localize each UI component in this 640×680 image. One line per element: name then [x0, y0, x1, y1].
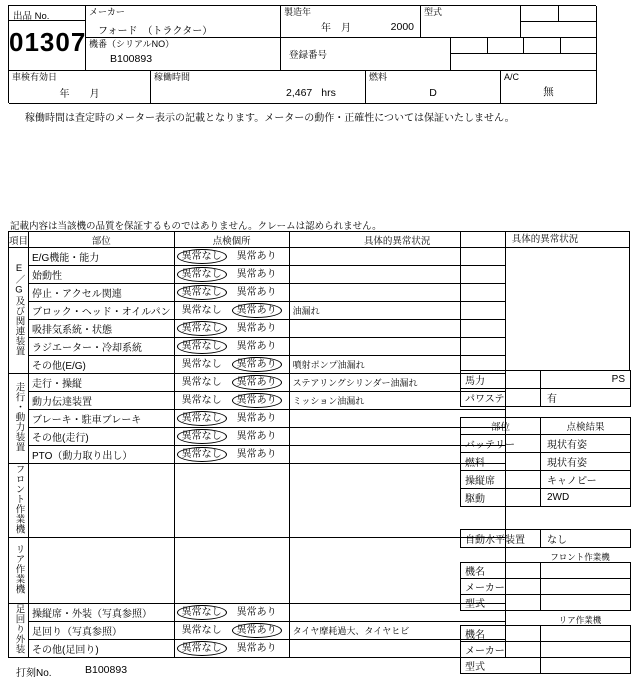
checkpoint-cell [174, 338, 289, 356]
inspection-row [9, 266, 506, 284]
auto-level-value: なし [541, 530, 631, 548]
auto-level-label: 自動水平装置 [461, 530, 541, 548]
inspection-row [9, 356, 506, 374]
part-name: その他(E/G) [29, 356, 175, 374]
part-name: 吸排気系統・状態 [29, 320, 175, 338]
result-no-abnormality-circled: 異常なし [177, 339, 227, 354]
front-maker-value [541, 579, 631, 595]
code-box [559, 6, 597, 22]
registration-no-cell [281, 38, 451, 71]
battery-row [461, 435, 631, 453]
rear-model-value [541, 658, 631, 674]
rear-machine-name-label: 機名 [461, 626, 541, 642]
rear-model-label: 型式 [461, 658, 541, 674]
exhibit-no-value: 01307 [9, 27, 87, 57]
checkpoint-cell [174, 446, 289, 464]
result-abnormality: 異常あり [236, 449, 277, 460]
part-name: ブロック・ヘッド・オイルパン [29, 302, 175, 320]
abnormality-detail: ミッション油漏れ [289, 392, 505, 410]
rear-model-row [461, 658, 631, 674]
result-abnormality-circled: 異常あり [232, 357, 282, 372]
column-header-abnormality-detail: 具体的異常状況 [289, 232, 505, 248]
abnormality-detail: タイヤ摩耗過大、タイヤヒビ [289, 622, 505, 640]
exhibit-no-cell [9, 6, 86, 71]
result-abnormality-circled: 異常あり [232, 375, 282, 390]
result-no-abnormality-circled: 異常なし [177, 447, 227, 462]
checkpoint-cell [174, 356, 289, 374]
result-column-header: 点検結果 [541, 418, 631, 435]
stamp-no-value: B100893 [85, 664, 128, 676]
operator-seat-row [461, 471, 631, 489]
result-no-abnormality-circled: 異常なし [177, 321, 227, 336]
hours-number: 2,467 [286, 87, 313, 99]
right-panel [460, 231, 630, 674]
part-name: PTO（動力取り出し） [29, 446, 175, 464]
inspection-row [9, 622, 506, 640]
section-label-cell [9, 538, 29, 604]
operating-hours-label: 稼働時間 [154, 72, 191, 82]
maker-value: フォード （トラクター） [98, 25, 213, 37]
drive-label: 駆動 [461, 489, 541, 507]
inspection-table-body [9, 248, 506, 658]
model-cell [421, 6, 521, 38]
inspection-empty-section-row [9, 538, 506, 604]
front-machine-name-value [541, 563, 631, 579]
code-box [521, 6, 559, 22]
serial-no-label: 機番（シリアルNO） [89, 39, 175, 49]
code-box [524, 38, 561, 54]
inspection-valid-date-label: 車検有効日 [12, 72, 58, 82]
power-steering-label: パワステ [461, 389, 541, 407]
part-name: 始動性 [29, 266, 175, 284]
manufacture-year-value: 2000 [390, 21, 414, 33]
checkpoint-cell [174, 622, 289, 640]
maker-label: メーカー [89, 7, 125, 17]
result-no-abnormality: 異常なし [181, 625, 222, 636]
part-name: ラジエーター・冷却系統 [29, 338, 175, 356]
result-abnormality-circled: 異常あり [232, 303, 282, 318]
code-box [451, 54, 597, 71]
part-name: 停止・アクセル関連 [29, 284, 175, 302]
section-label: フロント作業機 [13, 464, 25, 534]
front-machine-name-label: 機名 [461, 563, 541, 579]
section-label: 足回り外装 [13, 604, 25, 654]
horsepower-label: 馬力 [461, 371, 541, 389]
result-no-abnormality-circled: 異常なし [177, 411, 227, 426]
part-name: 走行・操縦 [29, 374, 175, 392]
stamp-no-label: 打刻No. [16, 668, 52, 679]
front-attachment-title: フロント作業機 [550, 552, 610, 562]
result-no-abnormality: 異常なし [181, 377, 222, 388]
result-no-abnormality-circled: 異常なし [177, 429, 227, 444]
rear-maker-label: メーカー [461, 642, 541, 658]
abnormality-detail: 油漏れ [289, 302, 505, 320]
drive-result: 2WD [541, 489, 631, 507]
inspection-row [9, 604, 506, 622]
section-label-cell [9, 374, 29, 464]
column-header-item: 項目 [9, 232, 29, 248]
inspection-row [9, 640, 506, 658]
parts-result-header-row [461, 418, 631, 435]
registration-no-label: 登録番号 [289, 50, 328, 61]
inspection-row [9, 284, 506, 302]
section-label: E／G及び関連装置 [13, 262, 25, 356]
front-machine-name-row [461, 563, 631, 579]
result-abnormality: 異常あり [236, 323, 277, 334]
auto-level-table [460, 529, 631, 548]
result-no-abnormality-circled: 異常なし [177, 285, 227, 300]
inspection-row [9, 428, 506, 446]
inspection-header-row [9, 232, 506, 248]
fuel-value: D [429, 87, 437, 99]
part-name: 操縦席・外装（写真参照） [29, 604, 175, 622]
result-abnormality: 異常あり [236, 269, 277, 280]
serial-no-value: B100893 [110, 52, 153, 65]
checkpoint-cell [174, 374, 289, 392]
operator-seat-result: キャノピー [541, 471, 631, 489]
result-abnormality-circled: 異常あり [232, 393, 282, 408]
checkpoint-cell [174, 392, 289, 410]
checkpoint-cell [174, 604, 289, 622]
result-no-abnormality-circled: 異常なし [177, 641, 227, 656]
column-header-checkpoint: 点検個所 [174, 232, 289, 248]
checkpoint-cell [174, 320, 289, 338]
result-no-abnormality-circled: 異常なし [177, 605, 227, 620]
part-name: 足回り（写真参照） [29, 622, 175, 640]
section-label: 走行・動力装置 [13, 382, 25, 452]
model-label: 型式 [424, 7, 443, 17]
checkpoint-cell [174, 302, 289, 320]
checkpoint-cell [174, 410, 289, 428]
inspection-row [9, 374, 506, 392]
quality-disclaimer-note: 記載内容は当該機の品質を保証するものではありません。クレームは認められません。 [10, 221, 382, 232]
code-box [561, 38, 597, 54]
horsepower-row [461, 371, 631, 389]
front-model-row [461, 595, 631, 611]
inspection-valid-date-cell [9, 71, 151, 104]
result-abnormality: 異常あり [236, 341, 277, 352]
section-label-cell [9, 604, 29, 658]
part-name: E/G機能・能力 [29, 248, 175, 266]
rear-attachment-table [460, 625, 631, 674]
operating-hours-cell [151, 71, 366, 104]
abnormality-detail: ステアリングシリンダー油漏れ [289, 374, 505, 392]
parts-result-table [460, 417, 631, 507]
rear-machine-name-row [461, 626, 631, 642]
fuel-row [461, 453, 631, 471]
fuel-cell [366, 71, 501, 104]
maker-cell [86, 6, 281, 38]
result-abnormality: 異常あり [236, 413, 277, 424]
operating-hours-value [286, 87, 336, 99]
manufacture-year-label: 製造年 [284, 7, 312, 17]
manufacture-year-month-placeholder: 年 月 [321, 23, 351, 34]
inspection-row [9, 338, 506, 356]
result-no-abnormality-circled: 異常なし [177, 249, 227, 264]
front-model-value [541, 595, 631, 611]
operator-seat-label: 操縦席 [461, 471, 541, 489]
fuel-part-result: 現状有姿 [541, 453, 631, 471]
horsepower-unit: PS [541, 371, 631, 389]
front-model-label: 型式 [461, 595, 541, 611]
serial-no-cell [86, 38, 281, 71]
power-steering-value: 有 [541, 389, 631, 407]
result-abnormality: 異常あり [236, 287, 277, 298]
inspection-row [9, 446, 506, 464]
front-attachment-table [460, 562, 631, 611]
part-name: ブレーキ・駐車ブレーキ [29, 410, 175, 428]
abnormality-panel-body [460, 248, 630, 371]
manufacture-year-cell [281, 6, 421, 38]
ac-label: A/C [504, 72, 520, 82]
part-name [29, 538, 175, 604]
ac-cell [501, 71, 597, 104]
section-label: リア作業機 [13, 544, 25, 594]
code-box [488, 38, 524, 54]
fuel-label: 燃料 [369, 72, 388, 82]
column-header-part: 部位 [29, 232, 175, 248]
rear-attachment-title: リア作業機 [558, 615, 602, 625]
inspection-row [9, 392, 506, 410]
inspection-row [9, 410, 506, 428]
fuel-part-label: 燃料 [461, 453, 541, 471]
hours-unit: hrs [321, 87, 336, 99]
abnormality-panel-header: 具体的異常状況 [460, 231, 630, 248]
checkpoint-cell [174, 248, 289, 266]
section-label-cell [9, 464, 29, 538]
checkpoint-cell [174, 464, 289, 538]
checkpoint-cell [174, 428, 289, 446]
inspection-row [9, 302, 506, 320]
header-form [8, 5, 596, 103]
abnormality-detail: 噴射ポンプ油漏れ [289, 356, 505, 374]
result-abnormality-circled: 異常あり [232, 623, 282, 638]
front-maker-row [461, 579, 631, 595]
front-maker-label: メーカー [461, 579, 541, 595]
code-box [521, 22, 597, 38]
result-abnormality: 異常あり [236, 607, 277, 618]
checkpoint-cell [174, 538, 289, 604]
result-no-abnormality: 異常なし [181, 395, 222, 406]
part-name: 動力伝達装置 [29, 392, 175, 410]
result-abnormality: 異常あり [236, 643, 277, 654]
inspection-table [8, 231, 506, 658]
checkpoint-cell [174, 284, 289, 302]
rear-maker-row [461, 642, 631, 658]
auto-level-row [461, 530, 631, 548]
battery-label: バッテリー [461, 435, 541, 453]
result-abnormality: 異常あり [236, 251, 277, 262]
horsepower-table [460, 370, 631, 407]
rear-maker-value [541, 642, 631, 658]
part-name [29, 464, 175, 538]
exhibit-no-label: 出品 No. [9, 6, 85, 21]
section-label-cell [9, 248, 29, 374]
part-name: その他(走行) [29, 428, 175, 446]
checkpoint-cell [174, 640, 289, 658]
result-no-abnormality: 異常なし [181, 359, 222, 370]
ac-value: 無 [543, 86, 554, 98]
meter-disclaimer-note: 稼働時間は査定時のメーター表示の記載となります。メーターの動作・正確性については保証いたしません。 [25, 113, 515, 124]
result-no-abnormality-circled: 異常なし [177, 267, 227, 282]
rear-machine-name-value [541, 626, 631, 642]
parts-column-header: 部位 [461, 418, 541, 435]
result-abnormality: 異常あり [236, 431, 277, 442]
battery-result: 現状有姿 [541, 435, 631, 453]
part-name: その他(足回り) [29, 640, 175, 658]
code-box [451, 38, 488, 54]
inspection-empty-section-row [9, 464, 506, 538]
inspection-row [9, 248, 506, 266]
drive-row [461, 489, 631, 507]
result-no-abnormality: 異常なし [181, 305, 222, 316]
inspection-row [9, 320, 506, 338]
checkpoint-cell [174, 266, 289, 284]
power-steering-row [461, 389, 631, 407]
inspection-valid-date-placeholder: 年 月 [59, 89, 100, 100]
